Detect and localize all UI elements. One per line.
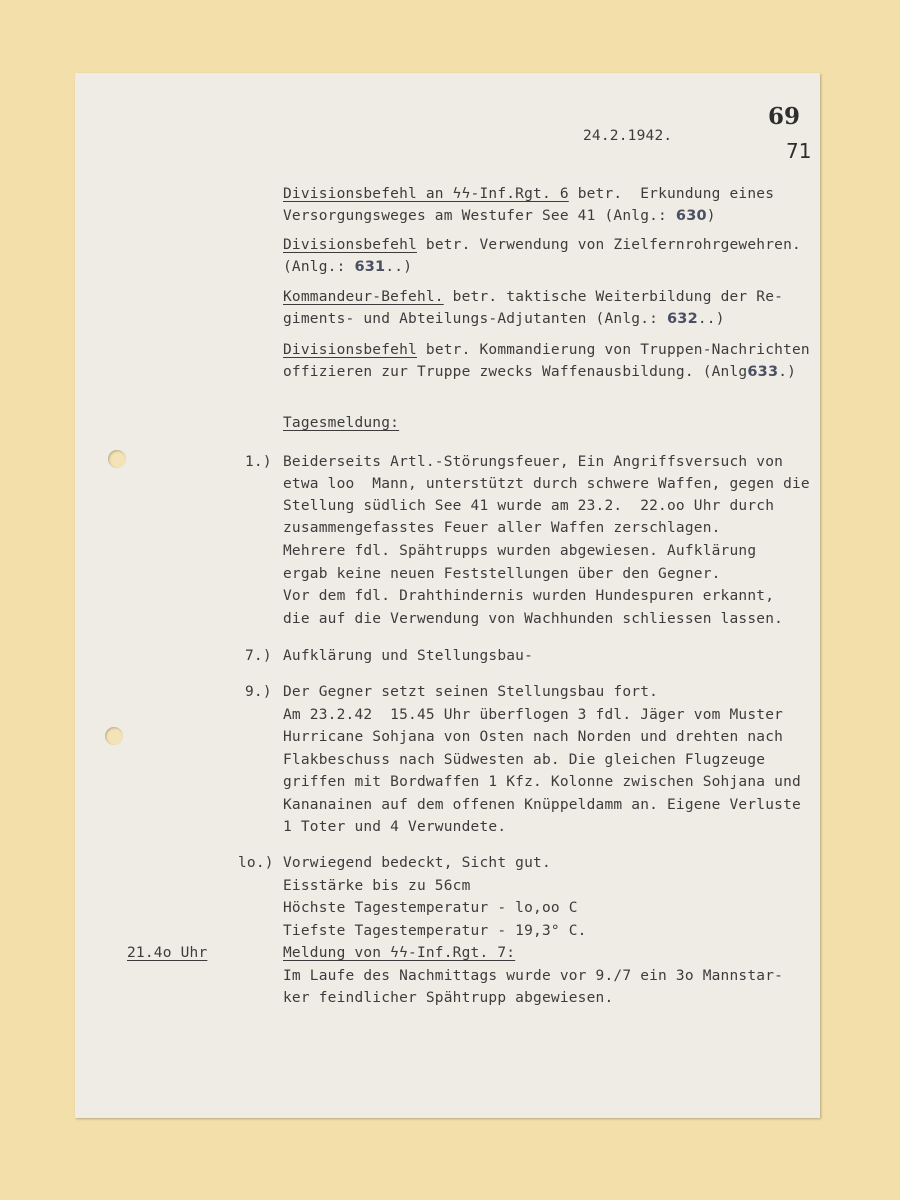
item-10-line: Eisstärke bis zu 56cm <box>283 878 471 894</box>
item-9-line: Der Gegner setzt seinen Stellungsbau fort. <box>283 684 659 700</box>
item-1-line: Vor dem fdl. Drahthindernis wurden Hundespuren erkannt, <box>283 588 775 604</box>
page-number-stamp: 69 <box>768 103 801 130</box>
annex-number-handwritten: 631 <box>354 259 386 275</box>
order-2-line-2: (Anlg.: 631..) <box>283 259 413 275</box>
item-9-line: Hurricane Sohjana von Osten nach Norden und drehten nach <box>283 729 784 745</box>
item-number: lo.) <box>238 855 274 871</box>
order-1-line-1: Divisionsbefehl an ϟϟ-Inf.Rgt. 6 betr. Erkundung eines <box>283 186 775 202</box>
punch-hole-top <box>108 450 126 468</box>
item-9-line: Am 23.2.42 15.45 Uhr überflogen 3 fdl. Jäger vom Muster <box>283 707 784 723</box>
item-1-line: ergab keine neuen Feststellungen über den Gegner. <box>283 566 721 582</box>
item-9-line: Kananainen auf dem offenen Knüppeldamm an. Eigene Verluste <box>283 797 801 813</box>
item-10-line: Vorwiegend bedeckt, Sicht gut. <box>283 855 551 871</box>
document-date: 24.2.1942. <box>583 128 673 144</box>
item-7-line: Aufklärung und Stellungsbau- <box>283 648 534 664</box>
item-number: 9.) <box>245 684 272 700</box>
order-2-title: Divisionsbefehl <box>283 237 417 253</box>
item-1-line: zusammengefasstes Feuer aller Waffen zerschlagen. <box>283 520 721 536</box>
document-page <box>75 73 820 1118</box>
late-report-time: 21.4o Uhr <box>127 945 208 961</box>
item-10-line: Tiefste Tagestemperatur - 19,3° C. <box>283 923 587 939</box>
late-report-line: Im Laufe des Nachmittags wurde vor 9./7 ein 3o Mannstar- <box>283 968 784 984</box>
order-4-line-2: offizieren zur Truppe zwecks Waffenausbildung. (Anlg633.) <box>283 364 797 380</box>
order-4-title: Divisionsbefehl <box>283 342 417 358</box>
item-1-line: die auf die Verwendung von Wachhunden schliessen lassen. <box>283 611 784 627</box>
annex-number-handwritten: 632 <box>666 311 698 327</box>
item-9-line: 1 Toter und 4 Verwundete. <box>283 819 507 835</box>
order-3-title: Kommandeur-Befehl. <box>283 289 444 305</box>
punch-hole-bottom <box>105 727 123 745</box>
order-2-line-1: Divisionsbefehl betr. Verwendung von Zielfernrohrgewehren. <box>283 237 801 253</box>
item-1-line: Mehrere fdl. Spähtrupps wurden abgewiesen. Aufklärung <box>283 543 757 559</box>
item-9-line: griffen mit Bordwaffen 1 Kfz. Kolonne zwischen Sohjana und <box>283 774 801 790</box>
order-1-line-2: Versorgungsweges am Westufer See 41 (Anlg.: 630) <box>283 208 716 224</box>
item-1-line: Stellung südlich See 41 wurde am 23.2. 22.oo Uhr durch <box>283 498 775 514</box>
late-report-heading: Meldung von ϟϟ-Inf.Rgt. 7: <box>283 945 516 961</box>
item-number: 1.) <box>245 454 272 470</box>
item-9-line: Flakbeschuss nach Südwesten ab. Die gleichen Flugzeuge <box>283 752 766 768</box>
item-10-line: Höchste Tagestemperatur - lo,oo C <box>283 900 578 916</box>
order-1-title: Divisionsbefehl an ϟϟ-Inf.Rgt. 6 <box>283 186 569 202</box>
item-1-line: etwa loo Mann, unterstützt durch schwere Waffen, gegen die <box>283 476 810 492</box>
item-1-line: Beiderseits Artl.-Störungsfeuer, Ein Angriffsversuch von <box>283 454 784 470</box>
late-report-line: ker feindlicher Spähtrupp abgewiesen. <box>283 990 614 1006</box>
daily-report-heading: Tagesmeldung: <box>283 415 400 431</box>
annex-number-handwritten: 630 <box>675 208 707 224</box>
item-number: 7.) <box>245 648 272 664</box>
order-3-line-1: Kommandeur-Befehl. betr. taktische Weiterbildung der Re- <box>283 289 784 305</box>
annex-number-handwritten: 633 <box>747 364 779 380</box>
order-3-line-2: giments- und Abteilungs-Adjutanten (Anlg.: 632..) <box>283 311 725 327</box>
order-4-line-1: Divisionsbefehl betr. Kommandierung von Truppen-Nachrichten <box>283 342 810 358</box>
page-number-handwritten: 71 <box>786 139 812 163</box>
